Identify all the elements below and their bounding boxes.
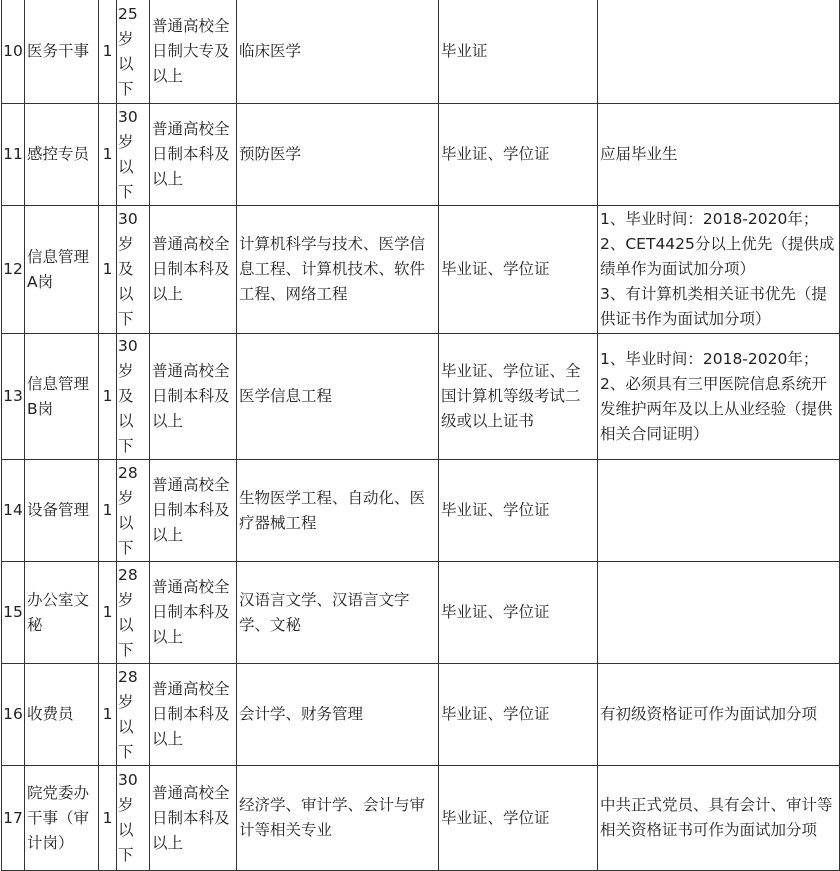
age-requirement-cell xyxy=(117,334,150,460)
major-cell: 汉语言文学、汉语言文字学、文秘 xyxy=(237,562,439,664)
age-requirement-cell xyxy=(117,0,150,104)
age-requirement-line: 岁 xyxy=(118,29,134,48)
age-requirement-cell xyxy=(117,562,150,664)
table-row xyxy=(2,766,840,871)
headcount-cell: 1 xyxy=(99,562,117,664)
row-number-cell: 12 xyxy=(2,206,25,334)
row-number-cell: 13 xyxy=(2,334,25,460)
age-requirement-line: 以 xyxy=(118,717,134,736)
age-requirement-line: 及 xyxy=(118,260,134,278)
education-cell: 普通高校全日制本科及以上 xyxy=(150,766,237,871)
age-requirement-line: 30 xyxy=(118,337,138,355)
age-requirement-line: 以 xyxy=(118,412,134,430)
age-requirement-line: 以 xyxy=(118,821,134,839)
age-requirement-line: 下 xyxy=(118,846,134,864)
table-row xyxy=(2,460,840,562)
age-requirement-line: 下 xyxy=(118,79,134,98)
major-cell: 会计学、财务管理 xyxy=(237,664,439,766)
headcount-cell: 1 xyxy=(99,104,117,206)
headcount-cell: 1 xyxy=(99,664,117,766)
certificates-cell: 毕业证、学位证 xyxy=(439,664,598,766)
note-line: 2、CET4425分以上优先（提供成绩单作为面试加分项） xyxy=(600,235,835,278)
education-cell: 普通高校全日制大专及以上 xyxy=(150,0,237,104)
age-requirement-cell xyxy=(117,460,150,562)
row-number-cell: 14 xyxy=(2,460,25,562)
certificates-cell: 毕业证、学位证 xyxy=(439,460,598,562)
age-requirement-line: 25 xyxy=(118,4,138,23)
recruitment-table xyxy=(1,0,840,871)
age-requirement-cell xyxy=(117,206,150,334)
certificates-cell: 毕业证、学位证 xyxy=(439,766,598,871)
age-requirement-line: 28 xyxy=(118,565,138,584)
age-requirement-cell xyxy=(117,766,150,871)
major-cell: 医学信息工程 xyxy=(237,334,439,460)
row-number-cell: 10 xyxy=(2,0,25,104)
row-number-cell: 16 xyxy=(2,664,25,766)
major-cell: 临床医学 xyxy=(237,0,439,104)
notes-cell xyxy=(598,104,840,206)
age-requirement-line: 以 xyxy=(118,54,134,73)
position-cell: 医务干事 xyxy=(25,0,99,104)
notes-cell xyxy=(598,460,840,562)
position-cell: 信息管理B岗 xyxy=(25,334,99,460)
age-requirement-line: 以 xyxy=(118,513,134,532)
certificates-cell: 毕业证 xyxy=(439,0,598,104)
notes-cell xyxy=(598,562,840,664)
age-requirement-line: 30 xyxy=(118,771,138,789)
certificates-cell: 毕业证、学位证、全国计算机等级考试二级或以上证书 xyxy=(439,334,598,460)
age-requirement-line: 28 xyxy=(118,463,138,482)
age-requirement-line: 以 xyxy=(118,615,134,634)
table-body xyxy=(2,0,840,871)
education-cell: 普通高校全日制本科及以上 xyxy=(150,664,237,766)
age-requirement-line: 及 xyxy=(118,387,134,405)
position-cell: 感控专员 xyxy=(25,104,99,206)
row-number-cell: 15 xyxy=(2,562,25,664)
education-cell: 普通高校全日制本科及以上 xyxy=(150,206,237,334)
age-requirement-line: 30 xyxy=(118,107,138,126)
age-requirement-cell xyxy=(117,664,150,766)
major-cell: 计算机科学与技术、医学信息工程、计算机技术、软件工程、网络工程 xyxy=(237,206,439,334)
age-requirement-line: 岁 xyxy=(118,590,134,609)
note-line: 2、必须具有三甲医院信息系统开发维护两年及以上从业经验（提供相关合同证明） xyxy=(600,374,833,443)
headcount-cell: 1 xyxy=(99,460,117,562)
education-cell: 普通高校全日制本科及以上 xyxy=(150,334,237,460)
age-requirement-line: 岁 xyxy=(118,132,134,151)
education-cell: 普通高校全日制本科及以上 xyxy=(150,562,237,664)
table-row xyxy=(2,206,840,334)
position-cell: 信息管理A岗 xyxy=(25,206,99,334)
headcount-cell: 1 xyxy=(99,334,117,460)
age-requirement-line: 岁 xyxy=(118,235,134,253)
age-requirement-line: 下 xyxy=(118,640,134,659)
age-requirement-line: 岁 xyxy=(118,796,134,814)
certificates-cell: 毕业证、学位证 xyxy=(439,206,598,334)
age-requirement-line: 28 xyxy=(118,667,138,686)
age-requirement-line: 30 xyxy=(118,210,138,228)
education-cell: 普通高校全日制本科及以上 xyxy=(150,460,237,562)
headcount-cell: 1 xyxy=(99,766,117,871)
certificates-cell: 毕业证、学位证 xyxy=(439,562,598,664)
certificates-cell: 毕业证、学位证 xyxy=(439,104,598,206)
position-cell: 收费员 xyxy=(25,664,99,766)
major-cell: 生物医学工程、自动化、医疗器械工程 xyxy=(237,460,439,562)
note-line: 有初级资格证可作为面试加分项 xyxy=(600,705,818,723)
notes-cell xyxy=(598,334,840,460)
notes-cell xyxy=(598,766,840,871)
note-line: 中共正式党员、具有会计、审计等相关资格证书可作为面试加分项 xyxy=(600,796,833,839)
position-cell: 办公室文秘 xyxy=(25,562,99,664)
age-requirement-line: 下 xyxy=(118,742,134,761)
table-row xyxy=(2,664,840,766)
table-row xyxy=(2,0,840,104)
age-requirement-line: 以 xyxy=(118,285,134,303)
age-requirement-line: 岁 xyxy=(118,488,134,507)
row-number-cell: 17 xyxy=(2,766,25,871)
note-line: 3、有计算机类相关证书优先（提供证书作为面试加分项） xyxy=(600,285,827,328)
headcount-cell: 1 xyxy=(99,206,117,334)
age-requirement-line: 下 xyxy=(118,437,134,455)
age-requirement-line: 下 xyxy=(118,310,134,328)
age-requirement-line: 岁 xyxy=(118,692,134,711)
notes-cell xyxy=(598,664,840,766)
note-line: 1、毕业时间：2018-2020年； xyxy=(600,349,819,368)
age-requirement-line: 下 xyxy=(118,538,134,557)
major-cell: 经济学、审计学、会计与审计等相关专业 xyxy=(237,766,439,871)
position-cell: 设备管理 xyxy=(25,460,99,562)
notes-cell xyxy=(598,0,840,104)
headcount-cell: 1 xyxy=(99,0,117,104)
note-line: 应届毕业生 xyxy=(600,145,678,163)
age-requirement-cell xyxy=(117,104,150,206)
notes-cell xyxy=(598,206,840,334)
education-cell: 普通高校全日制本科及以上 xyxy=(150,104,237,206)
age-requirement-line: 以 xyxy=(118,157,134,176)
table-row xyxy=(2,562,840,664)
row-number-cell: 11 xyxy=(2,104,25,206)
major-cell: 预防医学 xyxy=(237,104,439,206)
position-cell: 院党委办干事（审计岗） xyxy=(25,766,99,871)
age-requirement-line: 下 xyxy=(118,182,134,201)
note-line: 1、毕业时间：2018-2020年； xyxy=(600,210,819,228)
age-requirement-line: 岁 xyxy=(118,362,134,380)
table-row xyxy=(2,104,840,206)
table-row xyxy=(2,334,840,460)
